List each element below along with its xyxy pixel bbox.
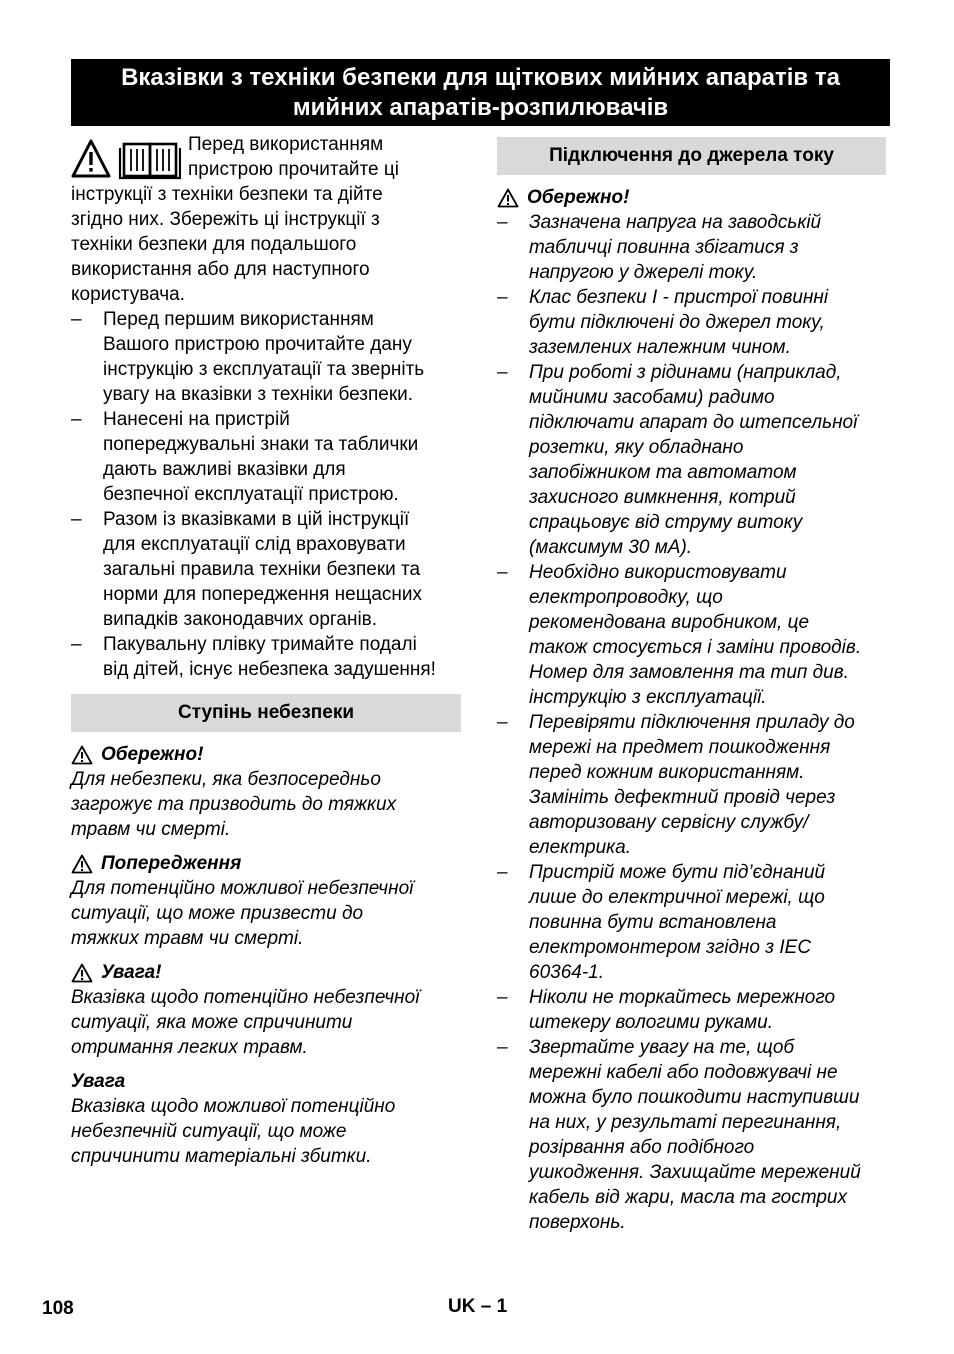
item-line: загальні правила техніки безпеки та bbox=[103, 559, 421, 580]
warning-title-text: Обережно! bbox=[527, 187, 630, 208]
item-line: рекомендована виробником, це bbox=[529, 612, 810, 633]
item-line: Необхідно використовувати bbox=[529, 562, 787, 583]
intro-line: користувача. bbox=[71, 284, 185, 305]
dash-marker: – bbox=[71, 634, 82, 655]
danger-levels-heading: Ступінь небезпеки bbox=[71, 694, 461, 732]
item-line: на них, у результаті перегинання, bbox=[529, 1112, 842, 1133]
item-line: від дітей, існує небезпека задушення! bbox=[103, 659, 436, 680]
danger-level-line: ситуації, що може призвести до bbox=[71, 903, 364, 924]
danger-level-line: Для небезпеки, яка безпосередньо bbox=[71, 769, 381, 790]
dash-marker: – bbox=[497, 712, 508, 733]
item-line: Вашого пристрою прочитайте дану bbox=[103, 334, 412, 355]
item-line: розірвання або подібного bbox=[529, 1137, 755, 1158]
page-number: 108 bbox=[42, 1298, 74, 1319]
list-item bbox=[71, 507, 461, 632]
item-line: Перед першим використанням bbox=[103, 309, 374, 330]
list-item bbox=[497, 210, 886, 285]
danger-level-title: Увага bbox=[71, 1071, 126, 1092]
item-line: мережі на предмет пошкодження bbox=[529, 737, 831, 758]
intro-line: Перед використанням bbox=[188, 134, 384, 155]
list-item bbox=[497, 710, 886, 860]
item-line: кабель від жари, масла та гострих bbox=[529, 1187, 847, 1208]
intro-paragraph bbox=[71, 132, 461, 307]
item-line: Звертайте увагу на те, щоб bbox=[529, 1037, 795, 1058]
list-item bbox=[497, 360, 886, 560]
item-line: також стосується і заміни проводів. bbox=[529, 637, 862, 658]
warning-triangle-icon bbox=[71, 854, 93, 874]
item-line: безпечної експлуатації пристрою. bbox=[103, 484, 399, 505]
item-line: для експлуатації слід враховувати bbox=[103, 534, 406, 555]
item-line: спрацьовує від струму витоку bbox=[529, 512, 803, 533]
intro-line: техніки безпеки для подальшого bbox=[71, 234, 357, 255]
item-line: напругою у джерелі току. bbox=[529, 262, 758, 283]
danger-level-title: Увага! bbox=[101, 962, 162, 983]
title-line-2: мийних апаратів-розпилювачів bbox=[292, 93, 669, 121]
list-item bbox=[497, 1035, 886, 1235]
item-line: електрика. bbox=[529, 837, 631, 858]
item-line: мийними засобами) радимо bbox=[529, 387, 775, 408]
dash-marker: – bbox=[71, 509, 82, 530]
item-line: випадків законодавчих органів. bbox=[103, 609, 378, 630]
item-line: Перевіряти підключення приладу до bbox=[529, 712, 855, 733]
power-connection-heading: Підключення до джерела току bbox=[497, 137, 886, 175]
language-page-code: UK – 1 bbox=[448, 1296, 508, 1317]
danger-level-line: травм чи смерті. bbox=[71, 819, 231, 840]
item-line: попереджувальні знаки та таблички bbox=[103, 434, 419, 455]
list-item bbox=[497, 560, 886, 710]
danger-level-line: тяжких травм чи смерті. bbox=[71, 928, 304, 949]
intro-line: згідно них. Збережіть ці інструкції з bbox=[71, 209, 380, 230]
warning-triangle-icon bbox=[73, 141, 109, 176]
list-item bbox=[497, 985, 886, 1035]
danger-level-line: спричинити матеріальні збитки. bbox=[71, 1146, 372, 1167]
danger-level-title: Попередження bbox=[101, 853, 242, 874]
dash-marker: – bbox=[497, 1037, 508, 1058]
danger-level-line: загрожує та призводить до тяжких bbox=[71, 794, 397, 815]
dash-marker: – bbox=[497, 212, 508, 233]
item-line: електромонтером згідно з IEC bbox=[529, 937, 812, 958]
item-line: Клас безпеки I - пристрої повинні bbox=[529, 287, 829, 308]
item-line: Замініть дефектний провід через bbox=[529, 787, 836, 808]
danger-level-line: Для потенційно можливої небезпечної bbox=[71, 878, 414, 899]
list-item bbox=[497, 285, 886, 360]
item-line: інструкцію з експлуатації. bbox=[529, 687, 767, 708]
list-item bbox=[71, 632, 461, 682]
item-line: запобіжником та автоматом bbox=[529, 462, 797, 483]
item-line: Пристрій може бути під’єднаний bbox=[529, 862, 826, 883]
item-line: штекеру вологими руками. bbox=[529, 1012, 774, 1033]
item-line: 60364-1. bbox=[529, 962, 605, 983]
danger-level bbox=[71, 960, 461, 1060]
intro-line: використання або для наступного bbox=[71, 259, 370, 280]
danger-level-line: отримання легких травм. bbox=[71, 1037, 308, 1058]
item-line: перед кожним використанням. bbox=[529, 762, 805, 783]
item-line: увагу на вказівки з техніки безпеки. bbox=[103, 384, 414, 405]
title-line-1: Вказівки з техніки безпеки для щіткових мийних апаратів та bbox=[121, 63, 840, 91]
danger-level bbox=[71, 851, 461, 951]
item-line: повинна бути встановлена bbox=[529, 912, 777, 933]
list-item bbox=[497, 860, 886, 985]
dash-marker: – bbox=[71, 309, 82, 330]
dash-marker: – bbox=[497, 562, 508, 583]
dash-marker: – bbox=[71, 409, 82, 430]
item-line: ушкодження. Захищайте мережений bbox=[529, 1162, 861, 1183]
item-line: При роботі з рідинами (наприклад, bbox=[529, 362, 842, 383]
item-line: заземлених належним чином. bbox=[529, 337, 791, 358]
warning-triangle-icon bbox=[71, 963, 93, 983]
item-line: Разом із вказівками в цій інструкції bbox=[103, 509, 410, 530]
item-line: бути підключені до джерел току, bbox=[529, 312, 825, 333]
item-line: поверхонь. bbox=[529, 1212, 626, 1233]
right-column bbox=[497, 137, 886, 1235]
list-item bbox=[71, 307, 461, 407]
warning-triangle-icon bbox=[497, 188, 519, 208]
item-line: лише до електричної мережі, що bbox=[529, 887, 825, 908]
item-line: розетки, яку обладнано bbox=[529, 437, 744, 458]
item-line: дають важливі вказівки для bbox=[103, 459, 346, 480]
intro-icons bbox=[71, 138, 181, 180]
intro-line: пристрою прочитайте ці bbox=[188, 159, 399, 180]
dash-marker: – bbox=[497, 862, 508, 883]
left-column bbox=[71, 132, 461, 1169]
item-line: інструкцію з експлуатації та зверніть bbox=[103, 359, 425, 380]
power-warning-title bbox=[497, 185, 886, 210]
danger-level-line: небезпечній ситуації, що може bbox=[71, 1121, 347, 1142]
danger-level-line: Вказівка щодо потенційно небезпечної bbox=[71, 987, 420, 1008]
item-line: Номер для замовлення та тип див. bbox=[529, 662, 849, 683]
safety-list bbox=[71, 307, 461, 682]
danger-level-title: Обережно! bbox=[101, 744, 204, 765]
item-line: Зазначена напруга на заводській bbox=[529, 212, 822, 233]
item-line: Нанесені на пристрій bbox=[103, 409, 290, 430]
danger-level bbox=[71, 742, 461, 842]
item-line: Пакувальну плівку тримайте подалі bbox=[103, 634, 417, 655]
item-line: електропроводку, що bbox=[529, 587, 723, 608]
danger-level-line: ситуації, яка може спричинити bbox=[71, 1012, 353, 1033]
dash-marker: – bbox=[497, 287, 508, 308]
item-line: можна було пошкодити наступивши bbox=[529, 1087, 860, 1108]
danger-level-line: Вказівка щодо можливої потенційно bbox=[71, 1096, 396, 1117]
item-line: Ніколи не торкайтесь мережного bbox=[529, 987, 836, 1008]
list-item bbox=[71, 407, 461, 507]
item-line: табличці повинна збігатися з bbox=[529, 237, 799, 258]
dash-marker: – bbox=[497, 362, 508, 383]
warning-triangle-icon bbox=[71, 745, 93, 765]
item-line: підключати апарат до штепсельної bbox=[529, 412, 858, 433]
item-line: (максимум 30 мА). bbox=[529, 537, 693, 558]
item-line: мережні кабелі або подовжувачі не bbox=[529, 1062, 838, 1083]
item-line: норми для попередження нещасних bbox=[103, 584, 423, 605]
power-list bbox=[497, 210, 886, 1235]
manual-book-icon bbox=[120, 144, 180, 178]
intro-line: інструкції з техніки безпеки та дійте bbox=[71, 184, 383, 205]
danger-level bbox=[71, 1069, 461, 1169]
dash-marker: – bbox=[497, 987, 508, 1008]
item-line: захисного вимкнення, котрий bbox=[529, 487, 796, 508]
page-title bbox=[71, 59, 890, 126]
item-line: авторизовану сервісну службу/ bbox=[529, 812, 809, 833]
